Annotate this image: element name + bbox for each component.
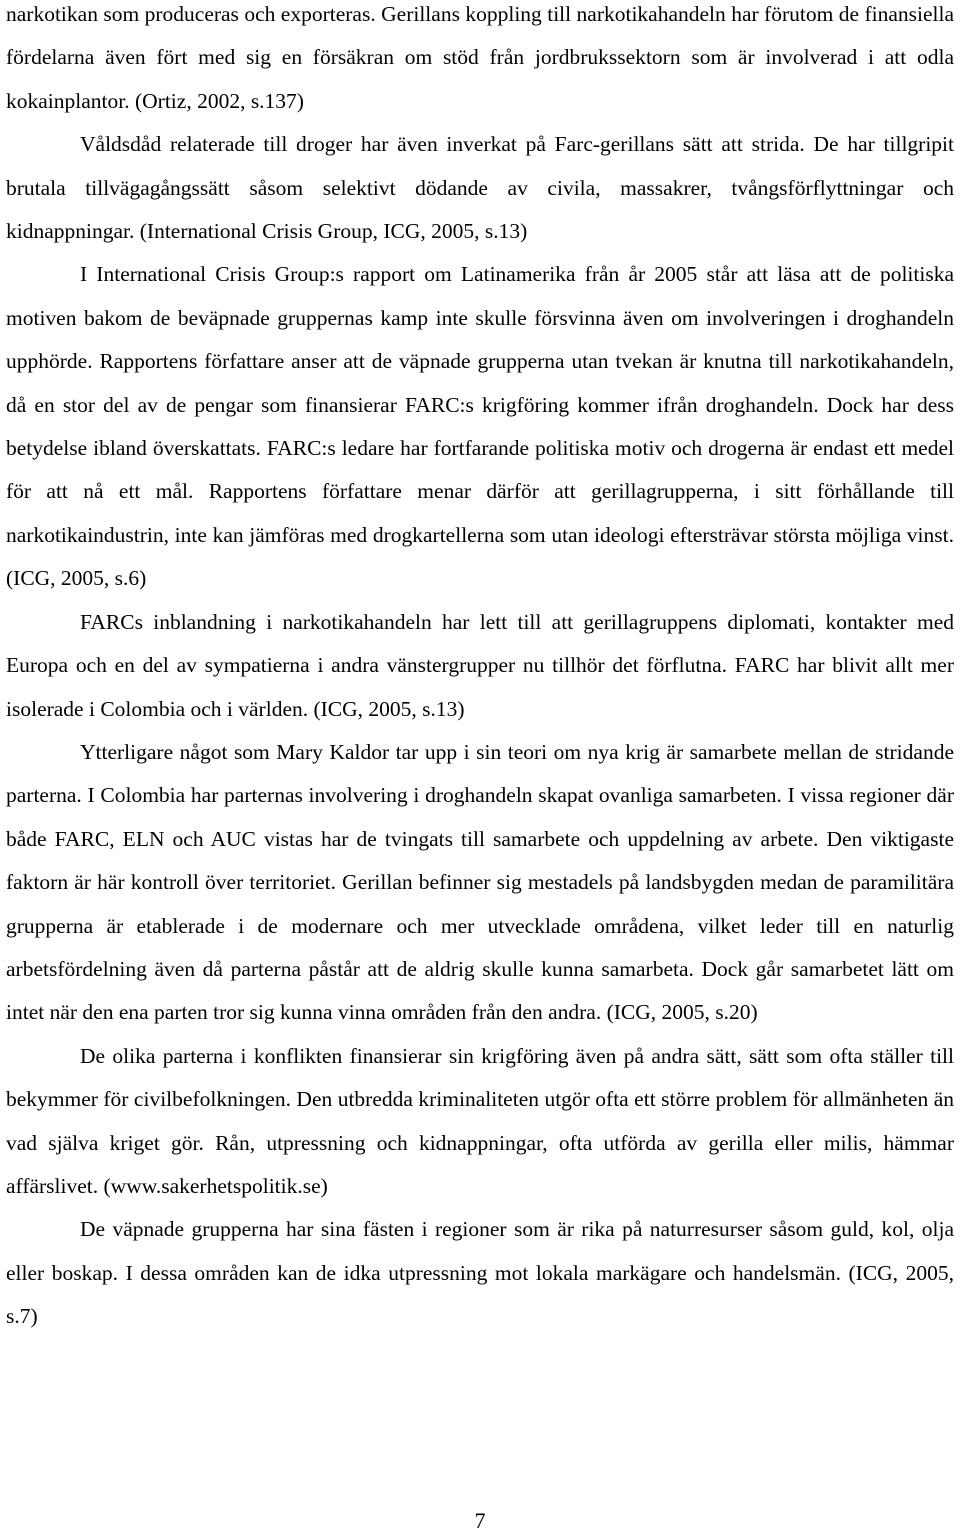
paragraph-farc-isolation: FARCs inblandning i narkotikahandeln har lett till att gerillagruppens diplomati, kontakter med Europa och en del av sympatierna i andra vänstergrupper nu tillhör det förflutna. FARC har blivit allt mer isolerade i Colombia och i världen. (ICG, 2005, s.13): [6, 609, 954, 721]
paragraph-strongholds: De väpnade grupperna har sina fästen i regioner som är rika på naturresurser såsom guld, kol, olja eller boskap. I dessa områden kan de idka utpressning mot lokala markägare och handelsmän. (ICG, 2005, s.7): [6, 1217, 954, 1329]
paragraph-violence: Våldsdåd relaterade till droger har även inverkat på Farc-gerillans sätt att strida. De har tillgripit brutala tillvägagångssätt såsom selektivt dödande av civila, massakrer, tvångsförflyttningar och kidnappningar. (International Crisis Group, ICG, 2005, s.13): [6, 132, 954, 244]
body-text: [6, 0, 954, 1339]
paragraph-cooperation: Ytterligare något som Mary Kaldor tar upp i sin teori om nya krig är samarbete mellan de stridande parterna. I Colombia har parternas involvering i droghandeln skapat ovanliga samarbeten. I vissa regioner där både FARC, ELN och AUC vistas har de tvingats till samarbete och uppdelning av arbete. Den viktigaste faktorn är här kontroll över territoriet. Gerillan befinner sig mestadels på landsbygden medan de paramilitära grupperna är etablerade i de modernare och mer utvecklade områdena, vilket leder till en naturlig arbetsfördelning även då parterna påstår att de aldrig skulle kunna samarbeta. Dock går samarbetet lätt om intet när den ena parten tror sig kunna vinna områden från den andra. (ICG, 2005, s.20): [6, 739, 954, 1025]
paragraph-icg-report: I International Crisis Group:s rapport om Latinamerika från år 2005 står att läsa att de politiska motiven bakom de beväpnade gruppernas kamp inte skulle försvinna även om involveringen i droghandeln upphörde. Rapportens författare anser att de väpnade grupperna utan tvekan är knutna till narkotikahandeln, då en stor del av de pengar som finansierar FARC:s krigföring kommer ifrån droghandeln. Dock har dess betydelse ibland överskattats. FARC:s ledare har fortfarande politiska motiv och drogerna är endast ett medel för att nå ett mål. Rapportens författare menar därför att gerillagrupperna, i sitt förhållande till narkotikaindustrin, inte kan jämföras med drogkartellerna som utan ideologi eftersträvar största möjliga vinst. (ICG, 2005, s.6): [6, 262, 954, 591]
paragraph-financing: De olika parterna i konflikten finansierar sin krigföring även på andra sätt, sätt som ofta ställer till bekymmer för civilbefolkningen. Den utbredda kriminaliteten utgör ofta ett större problem för allmänheten än vad själva kriget gör. Rån, utpressning och kidnappningar, ofta utförda av gerilla eller milis, hämmar affärslivet. (www.sakerhetspolitik.se): [6, 1043, 954, 1198]
page-number: 7: [474, 1508, 486, 1533]
paragraph-continuation: narkotikan som produceras och exporteras. Gerillans koppling till narkotikahandeln har förutom de finansiella fördelarna även fört med sig en försäkran om stöd från jordbrukssektorn som är involverad i att odla kokainplantor. (Ortiz, 2002, s.137): [6, 2, 954, 113]
